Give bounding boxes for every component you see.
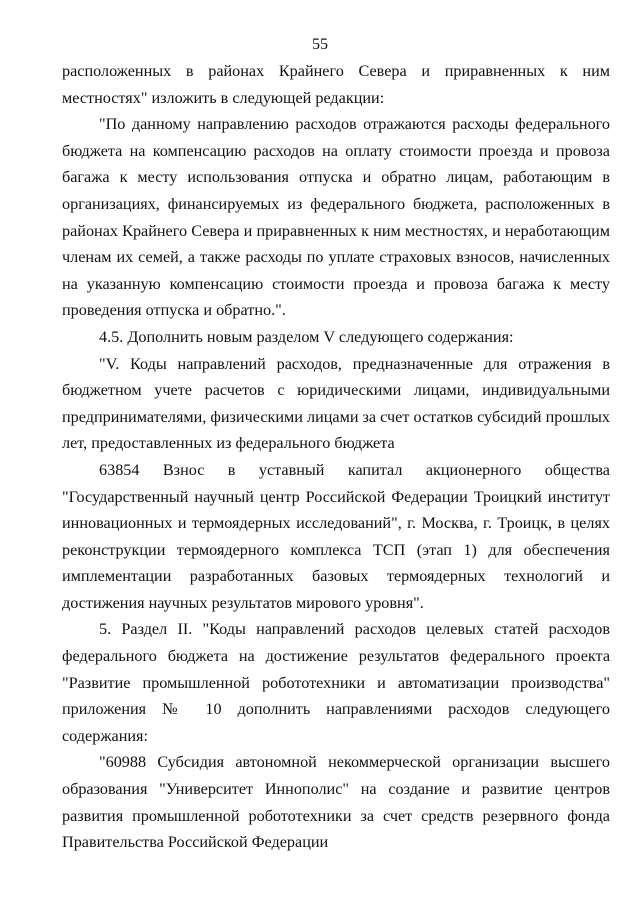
paragraph-section-v-heading: "V. Коды направлений расходов, предназначенные для отражения в бюджетном учете расчетов с юридическими лицами, индивидуальными предпринимателями, физическими лицами за счет остатков субсидий прошлых лет, предоставленных из федерального бюджета <box>62 354 610 453</box>
paragraph-code-63854: 63854 Взнос в уставный капитал акционерного общества "Государственный научный центр Российской Федерации Троицкий институт инновационных и термоядерных исследований", г. Москва, г. Троицк, в целях реконструкции термоядерного комплекса ТСП (этап 1) для обеспечения имплементации разработанных базовых термоядерных технологий и достижения научных результатов мирового уровня". <box>62 460 610 612</box>
paragraph-item-5: 5. Раздел II. "Коды направлений расходов целевых статей расходов федерального бюджета на достижение результатов федерального проекта "Развитие промышленной робототехники и автоматизации производства" приложения № 10 дополнить направлениями расходов следующего содержания: <box>62 620 610 745</box>
paragraph-quoted-expense-description: "По данному направлению расходов отражаются расходы федерального бюджета на компенсацию расходов на оплату стоимости проезда и провоза багажа к месту использования отпуска и обратно лицам, работающим в организациях, финансируемых из федерального бюджета, расположенных в районах Крайнего Севера и приравненных к ним местностях, и неработающим членам их семей, а также расходы по уплате страховых взносов, начисленных на указанную компенсацию стоимости проезда и провоза багажа к месту проведения отпуска и обратно.". <box>62 115 610 320</box>
paragraph-code-60988: "60988 Субсидия автономной некоммерческой организации высшего образования "Университет Иннополис" на создание и развитие центров развития промышленной робототехники за счет средств резервного фонда Правительства Российской Федерации <box>62 753 610 852</box>
paragraph-item-4-5: 4.5. Дополнить новым разделом V следующего содержания: <box>99 327 514 346</box>
page-number: 55 <box>312 36 328 53</box>
paragraph-continuation: расположенных в районах Крайнего Севера и приравненных к ним местностях" изложить в следующей редакции: <box>62 62 610 107</box>
document-body <box>62 58 610 856</box>
